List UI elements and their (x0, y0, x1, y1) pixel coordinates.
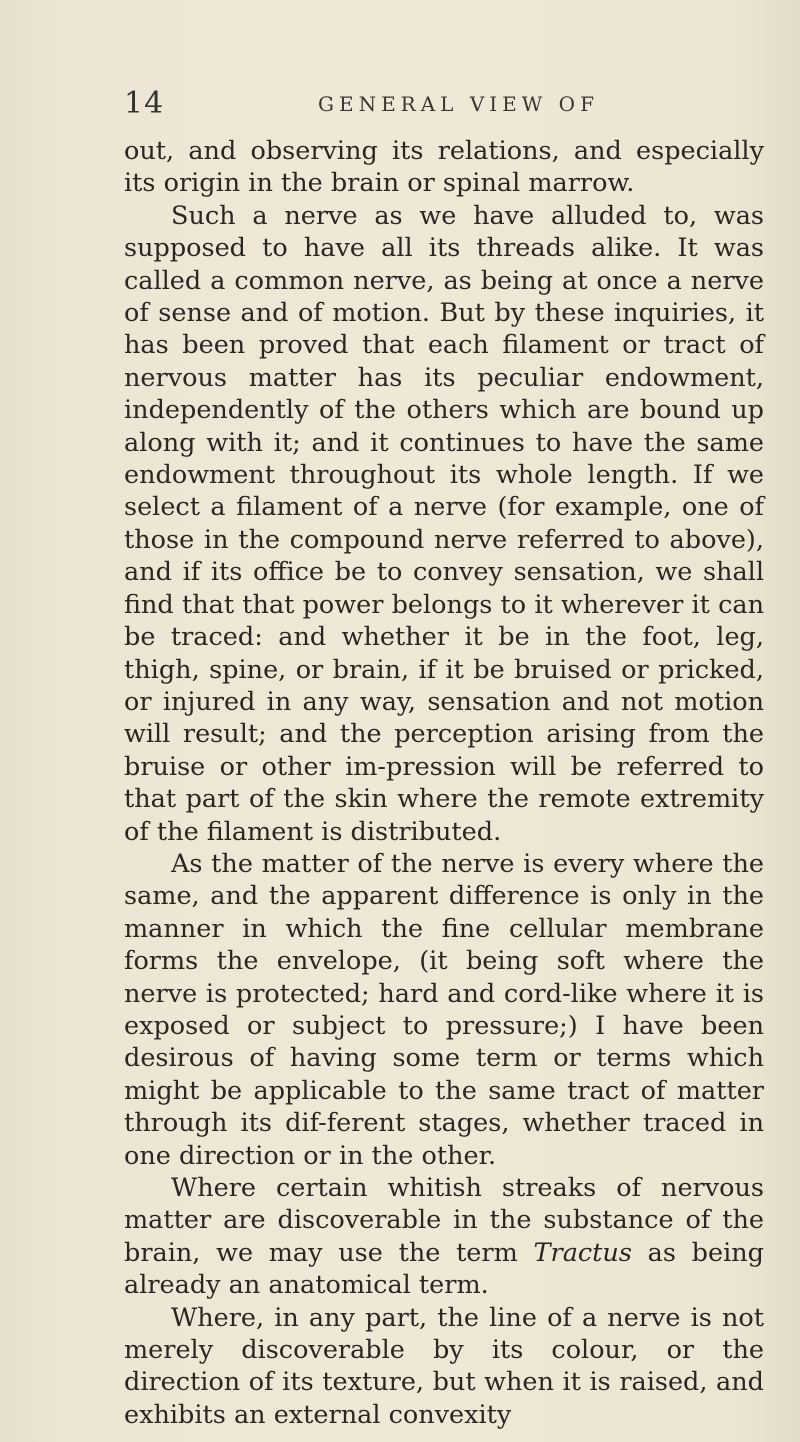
paragraph-1: out, and observing its relations, and especially its origin in the brain or spinal marrow. (124, 136, 764, 199)
paragraph-4 (124, 1172, 764, 1302)
paragraph-4-after: as being already an anatomical term. (124, 1237, 764, 1301)
running-head: GENERAL VIEW OF (318, 92, 599, 116)
paragraph-4-before: Where certain whitish streaks of nervous matter are discoverable in the substance of the brain, we may use the term (124, 1173, 764, 1268)
page-number: 14 (124, 86, 165, 121)
paragraph-3: As the matter of the nerve is every where the same, and the apparent difference is only in the manner in which the fine cellular membrane forms the envelope, (it being soft where the nerve is protected; hard and cord-like where it is exposed or subject to pressure;) I have been desirous of having some term or terms which might be applicable to the same tract of matter through its dif-ferent stages, whether traced in one direction or in the other. (124, 848, 764, 1171)
page-header (124, 86, 724, 126)
tractus-term: Tractus (533, 1237, 632, 1268)
paragraph-5: Where, in any part, the line of a nerve is not merely discoverable by its colour, or the direction of its texture, but when it is raised, and exhibits an external convexity (124, 1302, 764, 1430)
body-text (124, 135, 764, 1431)
paragraph-2: Such a nerve as we have alluded to, was supposed to have all its threads alike. It was called a common nerve, as being at once a nerve of sense and of motion. But by these inquiries, it has been proved that each filament or tract of nervous matter has its peculiar endowment, independently of the others which are bound up along with it; and it continues to have the same endowment throughout its whole length. If we select a filament of a nerve (for example, one of those in the compound nerve referred to above), and if its office be to convey sensation, we shall find that that power belongs to it wherever it can be traced: and whether it be in the foot, leg, thigh, spine, or brain, if it be bruised or pricked, or injured in any way, sensation and not motion will result; and the perception arising from the bruise or other im-pression will be referred to that part of the skin where the remote extremity of the filament is distributed. (124, 200, 764, 847)
